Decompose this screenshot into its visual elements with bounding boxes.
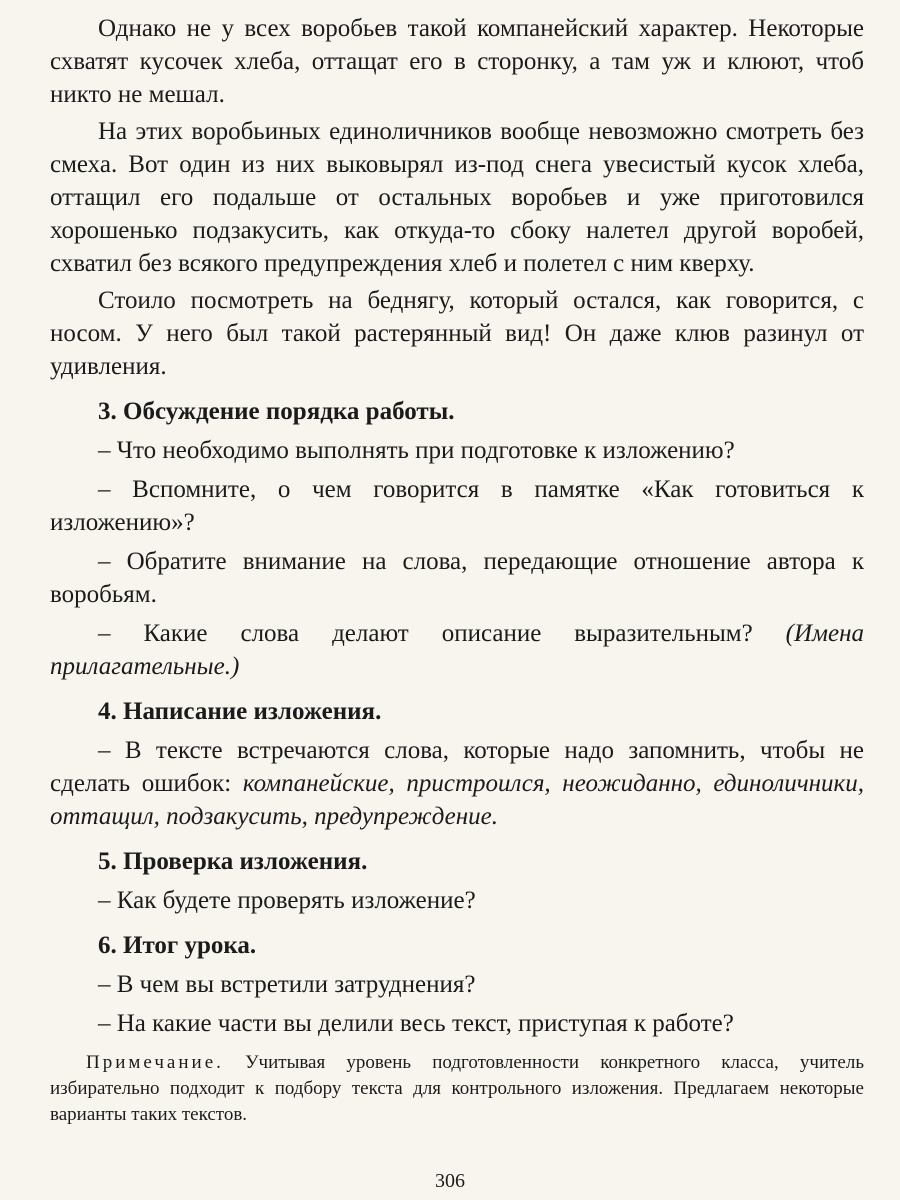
section-6-heading: 6. Итог урока. (98, 932, 257, 959)
section-4-instruction: – В тексте встречаются слова, которые надо запомнить, чтобы не сделать ошибок: (50, 737, 864, 797)
section-3-question-4-text: – Какие слова делают описание выразительным? (98, 620, 753, 647)
story-paragraph-1: Однако не у всех воробьев такой компанейский характер. Некоторые схватят кусочек хлеба, оттащат его в сторонку, а там уж и клюют, чтоб никто не мешал. (50, 15, 864, 108)
section-4-word-list: компанейские, пристроился, неожиданно, единоличники, оттащил, подзакусить, предупреждение. (50, 770, 865, 830)
section-3-question-3: – Обратите внимание на слова, передающие отношение автора к воробьям. (50, 548, 864, 608)
section-3-question-4 (50, 617, 864, 683)
section-5-question-1: – Как будете проверять изложение? (98, 887, 476, 914)
section-5-heading: 5. Проверка изложения. (98, 848, 368, 875)
section-3-question-4-answer: (Имена прилагательные.) (50, 620, 865, 680)
note-text: Учитывая уровень подготовленности конкретного класса, учитель избирательно подходит к подбору текста для контрольного изложения. Предлагаем некоторые варианты таких текстов. (50, 1052, 865, 1125)
section-6-question-1: – В чем вы встретили затруднения? (98, 971, 476, 998)
story-paragraph-3: Стоило посмотреть на беднягу, который остался, как говорится, с носом. У него был такой растерянный вид! Он даже клюв разинул от удивления. (50, 287, 864, 380)
story-paragraph-2: На этих воробьиных единоличников вообще невозможно смотреть без смеха. Вот один из них выковырял из-под снега увесистый кусок хлеба, оттащил его подальше от остальных воробьев и уже приготовился хорошенько подзакусить, как откуда-то сбоку налетел другой воробей, схватил без всякого предупреждения хлеб и полетел с ним кверху. (50, 118, 864, 277)
section-3-heading: 3. Обсуждение порядка работы. (98, 398, 455, 425)
section-3-question-2: – Вспомните, о чем говорится в памятке «Как готовиться к изложению»? (50, 476, 864, 536)
note-paragraph (50, 1050, 864, 1128)
section-4-heading: 4. Написание изложения. (98, 698, 382, 725)
note-label: Примечание. (86, 1052, 224, 1073)
page-number: 306 (435, 1170, 465, 1192)
section-4-text (50, 734, 864, 833)
section-3-question-1: – Что необходимо выполнять при подготовке к изложению? (98, 437, 735, 464)
section-6-question-2: – На какие части вы делили весь текст, приступая к работе? (98, 1010, 734, 1037)
